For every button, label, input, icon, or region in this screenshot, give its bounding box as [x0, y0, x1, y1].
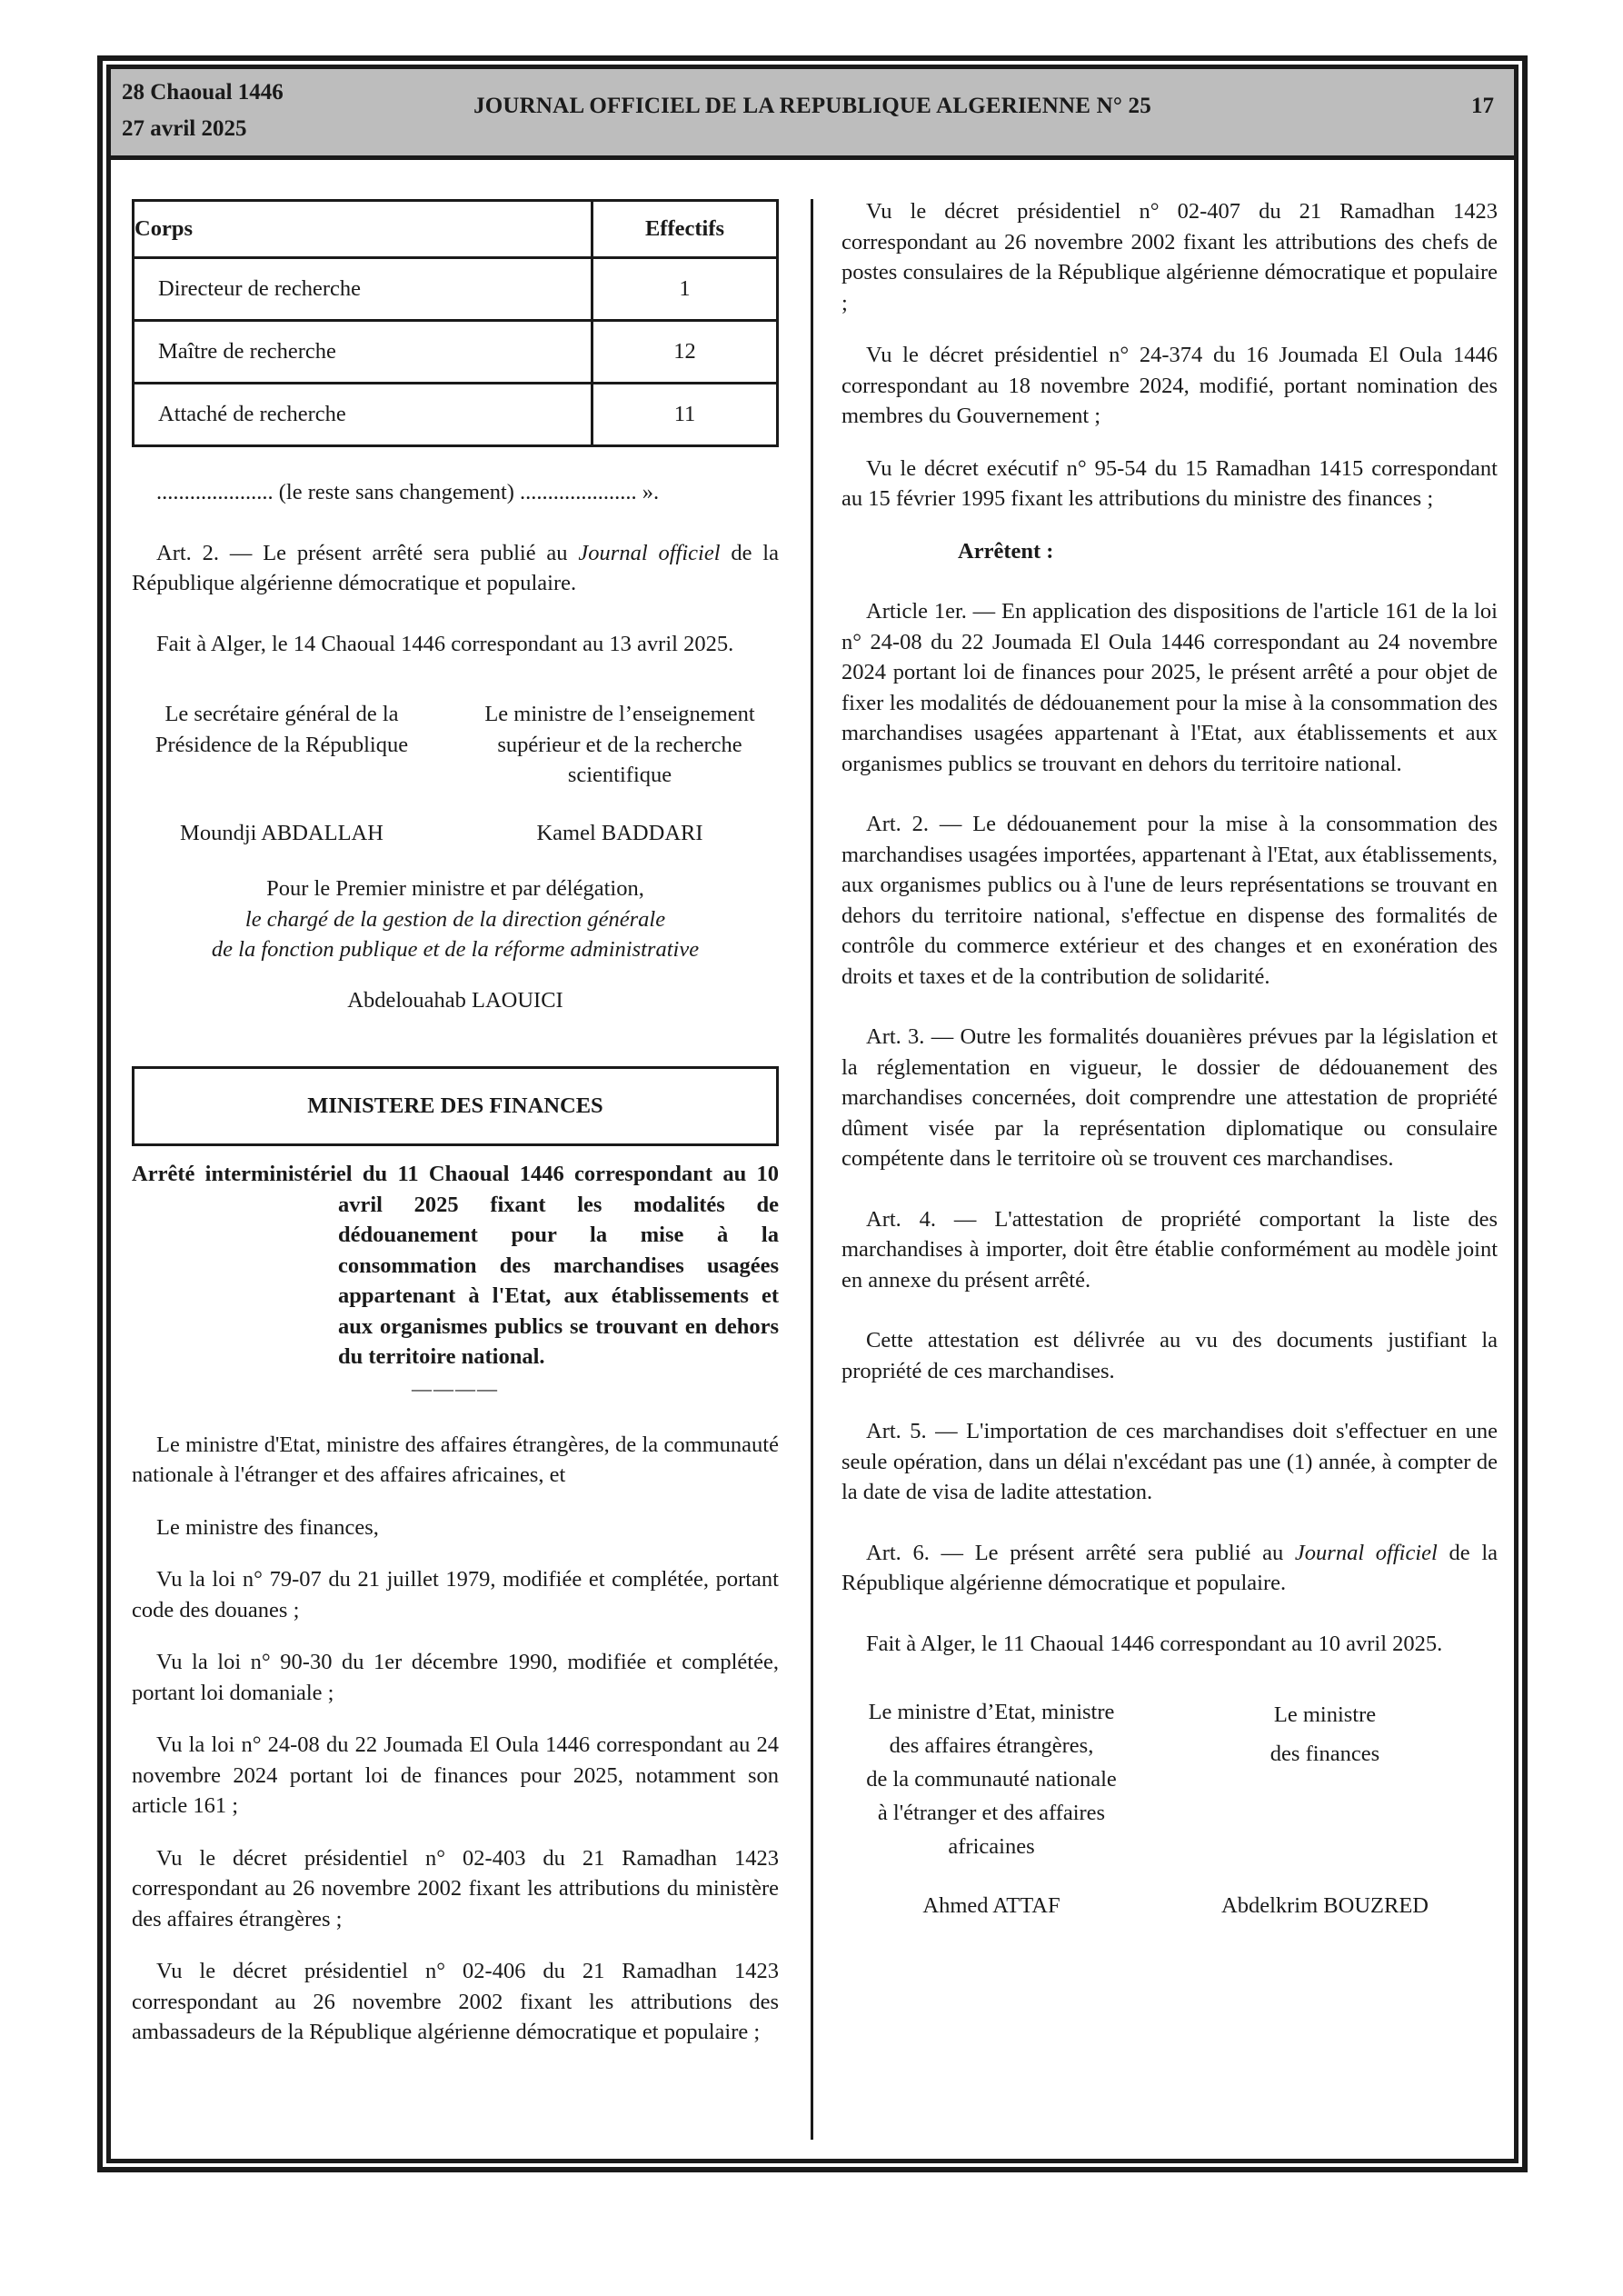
article-paragraph: Cette attestation est délivrée au vu des documents justifiant la propriété de ces marchandises.: [841, 1328, 1498, 1383]
visa-paragraph: Vu le décret présidentiel n° 24-374 du 16 Joumada El Oula 1446 correspondant au 18 novembre 2024, modifié, portant nomination des membres du Gouvernement ;: [841, 343, 1498, 428]
table-header-row: [134, 201, 778, 258]
visa-paragraph: Vu le décret présidentiel n° 02-403 du 21 Ramadhan 1423 correspondant au 26 novembre 2002 fixant les attributions du ministère des affaires étrangères ;: [132, 1845, 779, 1932]
article-paragraph: Art. 5. — L'importation de ces marchandises doit s'effectuer en une seule opération, dans un délai n'excédant pas une (1) année, à compter de la date de visa de ladite attestation.: [841, 1419, 1498, 1504]
arrete-title: Arrêté interministériel du 11 Chaoual 1446 correspondant au 10 avril 2025 fixant les modalités de dédouanement pour la mise à la consommation des marchandises usagées appartenant à l'Etat, aux établissements et aux organismes publics se trouvant en dehors du territoire national.: [132, 1162, 779, 1369]
separator-dashes: ————: [412, 1376, 499, 1400]
article-paragraph: Art. 4. — L'attestation de propriété comportant la liste des marchandises à importer, doit être établie conformément au modèle joint en annexe du présent arrêté.: [841, 1206, 1498, 1293]
visa-paragraph: Vu la loi n° 90-30 du 1er décembre 1990, modifiée et complétée, portant loi domaniale ;: [132, 1650, 779, 1705]
signatory-2-title: Le ministre de l’enseignement supérieur et de la recherche scientifique: [484, 702, 755, 787]
visa-paragraph: Vu le décret exécutif n° 95-54 du 15 Ramadhan 1415 correspondant au 15 février 1995 fixant les attributions du ministre des finances ;: [841, 455, 1498, 511]
right-column: [841, 196, 1498, 1922]
delegation-line: Pour le Premier ministre et par délégation,: [266, 876, 644, 901]
visa-paragraph: Vu le décret présidentiel n° 02-406 du 21 Ramadhan 1423 correspondant au 26 novembre 2002 fixant les attributions des ambassadeurs de la République algérienne démocratique et populaire ;: [132, 1959, 779, 2044]
article-6-publication: [841, 1538, 1498, 1599]
journal-header: [111, 69, 1514, 160]
delegation-name: Abdelouahab LAOUICI: [347, 987, 563, 1013]
corps-table: [132, 199, 779, 447]
article-paragraph: Art. 3. — Outre les formalités douanières prévues par la législation et la réglementation en vigueur, le dossier de dédouanement des marchandises concernées, doit comprendre une attestation de propriété dûment visée par la représentation diplomatique ou consulaire compétente dans le territoire où se trouvent ces marchandises.: [841, 1024, 1498, 1171]
arretent-heading: Arrêtent :: [958, 538, 1054, 564]
signatory-names-row: [132, 818, 779, 849]
table-row: [134, 321, 778, 384]
ministry-heading-box: [132, 1066, 779, 1146]
fait-a-alger: Fait à Alger, le 11 Chaoual 1446 correspondant au 10 avril 2025.: [866, 1631, 1443, 1656]
signatory-1-name: Ahmed ATTAF: [922, 1893, 1060, 1918]
reste-sans-changement: ..................... (le reste sans changement) ..................... ».: [156, 480, 660, 504]
column-divider: [811, 199, 813, 2140]
signatories-row: [132, 699, 779, 791]
signatory-1-title: Le secrétaire général de la Présidence de la République: [154, 702, 409, 757]
article-2-publication: [132, 538, 779, 599]
signatory-1-title: [841, 1695, 1141, 1863]
header-title: JOURNAL OFFICIEL DE LA REPUBLIQUE ALGERIENNE N° 25: [473, 94, 1151, 118]
signatory-1-title-line: de la communauté nationale: [866, 1767, 1117, 1792]
table-cell-corps: Directeur de recherche: [134, 258, 592, 321]
visa-paragraph: Vu la loi n° 79-07 du 21 juillet 1979, modifiée et complétée, portant code des douanes ;: [132, 1567, 779, 1622]
art6-text: Art. 6. — Le présent arrêté sera publié au: [866, 1540, 1295, 1565]
signatory-1-title-line: africaines: [948, 1834, 1035, 1859]
table-cell-effectifs: 1: [592, 258, 778, 321]
signatory-names-row: [841, 1891, 1498, 1922]
signatory-2-name: Abdelkrim BOUZRED: [1221, 1893, 1429, 1918]
signatory-2-title-line: des finances: [1270, 1742, 1380, 1766]
art2-text: Art. 2. — Le présent arrêté sera publié au: [156, 540, 579, 565]
table-cell-effectifs: 12: [592, 321, 778, 384]
table-cell-corps: Maître de recherche: [134, 321, 592, 384]
header-hijri-date: 28 Chaoual 1446: [122, 80, 284, 105]
table-cell-corps: Attaché de recherche: [134, 384, 592, 446]
visa-paragraph: Vu le décret présidentiel n° 02-407 du 21 Ramadhan 1423 correspondant au 26 novembre 2002 fixant les attributions des chefs de postes consulaires de la République algérienne démocratique et populaire ;: [841, 199, 1498, 315]
fait-a-alger: Fait à Alger, le 14 Chaoual 1446 correspondant au 13 avril 2025.: [156, 631, 734, 656]
signatory-1-title-line: Le ministre d’Etat, ministre: [868, 1700, 1115, 1724]
table-header-corps: Corps: [134, 201, 592, 258]
signatory-1-name: Moundji ABDALLAH: [180, 820, 383, 845]
art2-text-end: de la République algérienne démocratique et populaire.: [132, 540, 779, 595]
journal-officiel-label: Journal officiel: [578, 540, 721, 565]
signatory-1-title-line: des affaires étrangères,: [889, 1733, 1094, 1758]
delegation-italic-2: de la fonction publique et de la réforme administrative: [211, 937, 700, 962]
table-header-effectifs: Effectifs: [592, 201, 778, 258]
left-column: [132, 199, 779, 2048]
signatory-1-title-line: à l'étranger et des affaires: [877, 1801, 1106, 1825]
ministry-heading: MINISTERE DES FINANCES: [307, 1093, 603, 1119]
table-row: [134, 384, 778, 446]
article-paragraph: Art. 2. — Le dédouanement pour la mise à la consommation des marchandises usagées importées, appartenant à l'Etat, aux établissements, aux organismes publics ou à l'une de leurs représentations se trouvant en dehors du territoire national, s'effectue en dispense des formalités de contrôle du commerce extérieur et des changes et en exonération des droits et taxes et de la contribution de solidarité.: [841, 812, 1498, 989]
journal-officiel-label: Journal officiel: [1294, 1540, 1438, 1565]
table-row: [134, 258, 778, 321]
signatory-2-name: Kamel BADDARI: [536, 820, 703, 845]
preamble-paragraph: Le ministre d'Etat, ministre des affaires étrangères, de la communauté nationale à l'étranger et des affaires africaines, et: [132, 1432, 779, 1487]
header-gregorian-date: 27 avril 2025: [122, 116, 247, 141]
signatories-row: [841, 1695, 1498, 1863]
page-number: 17: [1471, 94, 1494, 118]
preamble-paragraph: Le ministre des finances,: [156, 1514, 379, 1540]
signatory-2-title-line: Le ministre: [1273, 1702, 1377, 1727]
art6-text-end: de la République algérienne démocratique et populaire.: [841, 1540, 1499, 1595]
delegation-italic-1: le chargé de la gestion de la direction générale: [244, 906, 666, 932]
visa-paragraph: Vu la loi n° 24-08 du 22 Joumada El Oula 1446 correspondant au 24 novembre 2024 portant loi de finances pour 2025, notamment son article 161 ;: [132, 1732, 779, 1818]
signatory-2-title: [1189, 1695, 1461, 1863]
table-cell-effectifs: 11: [592, 384, 778, 446]
article-paragraph: Article 1er. — En application des dispositions de l'article 161 de la loi n° 24-08 du 22 Joumada El Oula 1446 correspondant au 24 novembre 2024 portant loi de finances pour 2025, le présent arrêté a pour objet de fixer les modalités de dédouanement pour la mise à la consommation des marchandises usagées appartenant à l'Etat, aux établissements et aux organismes publics se trouvant en dehors du territoire national.: [841, 599, 1498, 776]
